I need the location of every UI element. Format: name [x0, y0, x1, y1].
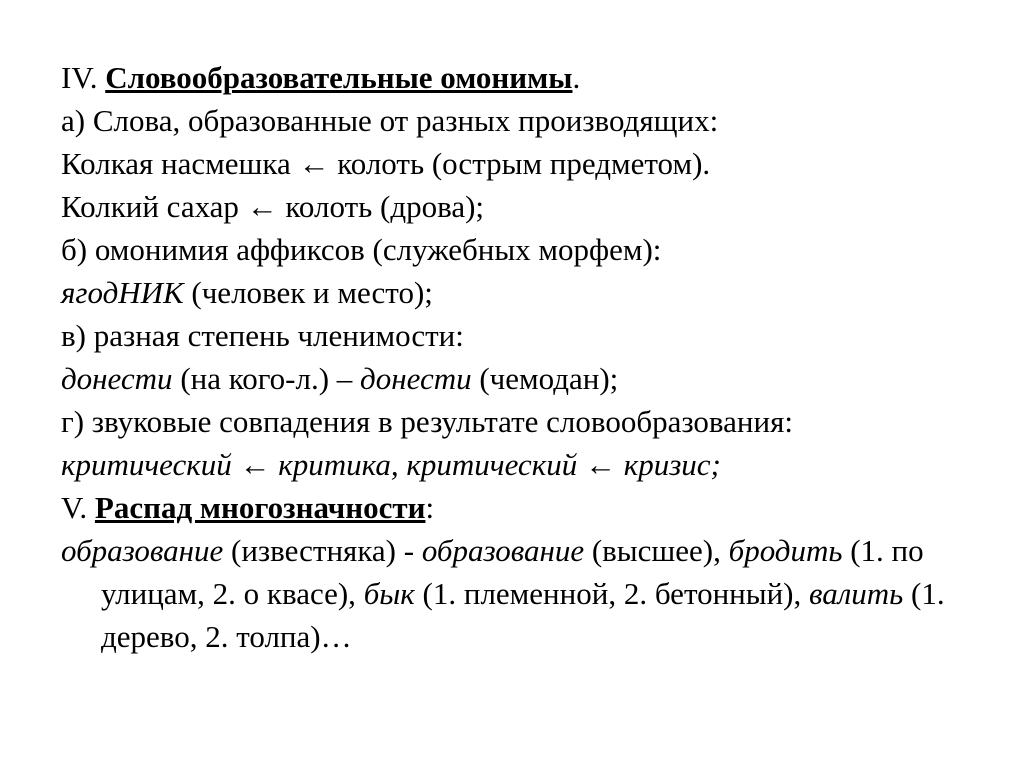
example-polysemy [61, 529, 961, 658]
point-b: б) омонимия аффиксов (служебных морфем): [61, 232, 662, 267]
heading-v [61, 486, 961, 529]
example-kriticheskiy: критический ← критика, критический ← кризис; [61, 447, 721, 482]
example-kolkaya: Колкая насмешка ← колоть (острым предметом). [61, 146, 711, 181]
polysemy-text-1: (известняка) - [223, 533, 422, 568]
example-kolkiy: Колкий сахар ← колоть (дрова); [61, 189, 485, 224]
heading-v-end: : [425, 490, 435, 525]
polysemy-text-5: (1. дерево, 2. толпа)… [101, 576, 945, 654]
polysemy-word-4: бык [363, 576, 415, 611]
heading-iv-title: Словообразовательные омонимы [105, 60, 573, 95]
heading-iv-numeral: IV. [61, 60, 98, 95]
polysemy-text-3: (1. по улицам, 2. о квасе), [101, 533, 924, 611]
polysemy-word-3: бродить [728, 533, 843, 568]
example-donesti [61, 357, 961, 400]
slide-content [61, 56, 961, 658]
heading-v-title: Распад многозначности [94, 490, 426, 525]
example-donesti-word-1: донести [61, 361, 173, 396]
example-donesti-mid-1: (на кого-л.) – [172, 361, 361, 396]
heading-iv-end: . [572, 60, 581, 95]
polysemy-text-2: (высшее), [584, 533, 729, 568]
example-donesti-mid-2: (чемодан); [471, 361, 619, 396]
example-donesti-word-2: донести [360, 361, 472, 396]
point-v: в) разная степень членимости: [61, 318, 464, 353]
point-a: а) Слова, образованные от разных производящих: [61, 103, 719, 138]
polysemy-word-1: образование [61, 533, 224, 568]
polysemy-text-4: (1. племенной, 2. бетонный), [414, 576, 810, 611]
polysemy-word-2: образование [421, 533, 585, 568]
point-g: г) звуковые совпадения в результате словообразования: [61, 404, 793, 439]
heading-v-numeral: V. [61, 490, 88, 525]
example-yagodnik-rest: (человек и место); [183, 275, 433, 310]
example-yagodnik [61, 271, 961, 314]
example-yagodnik-word: ягодНИК [61, 275, 184, 310]
polysemy-word-5: валить [809, 576, 904, 611]
heading-iv [61, 56, 961, 99]
